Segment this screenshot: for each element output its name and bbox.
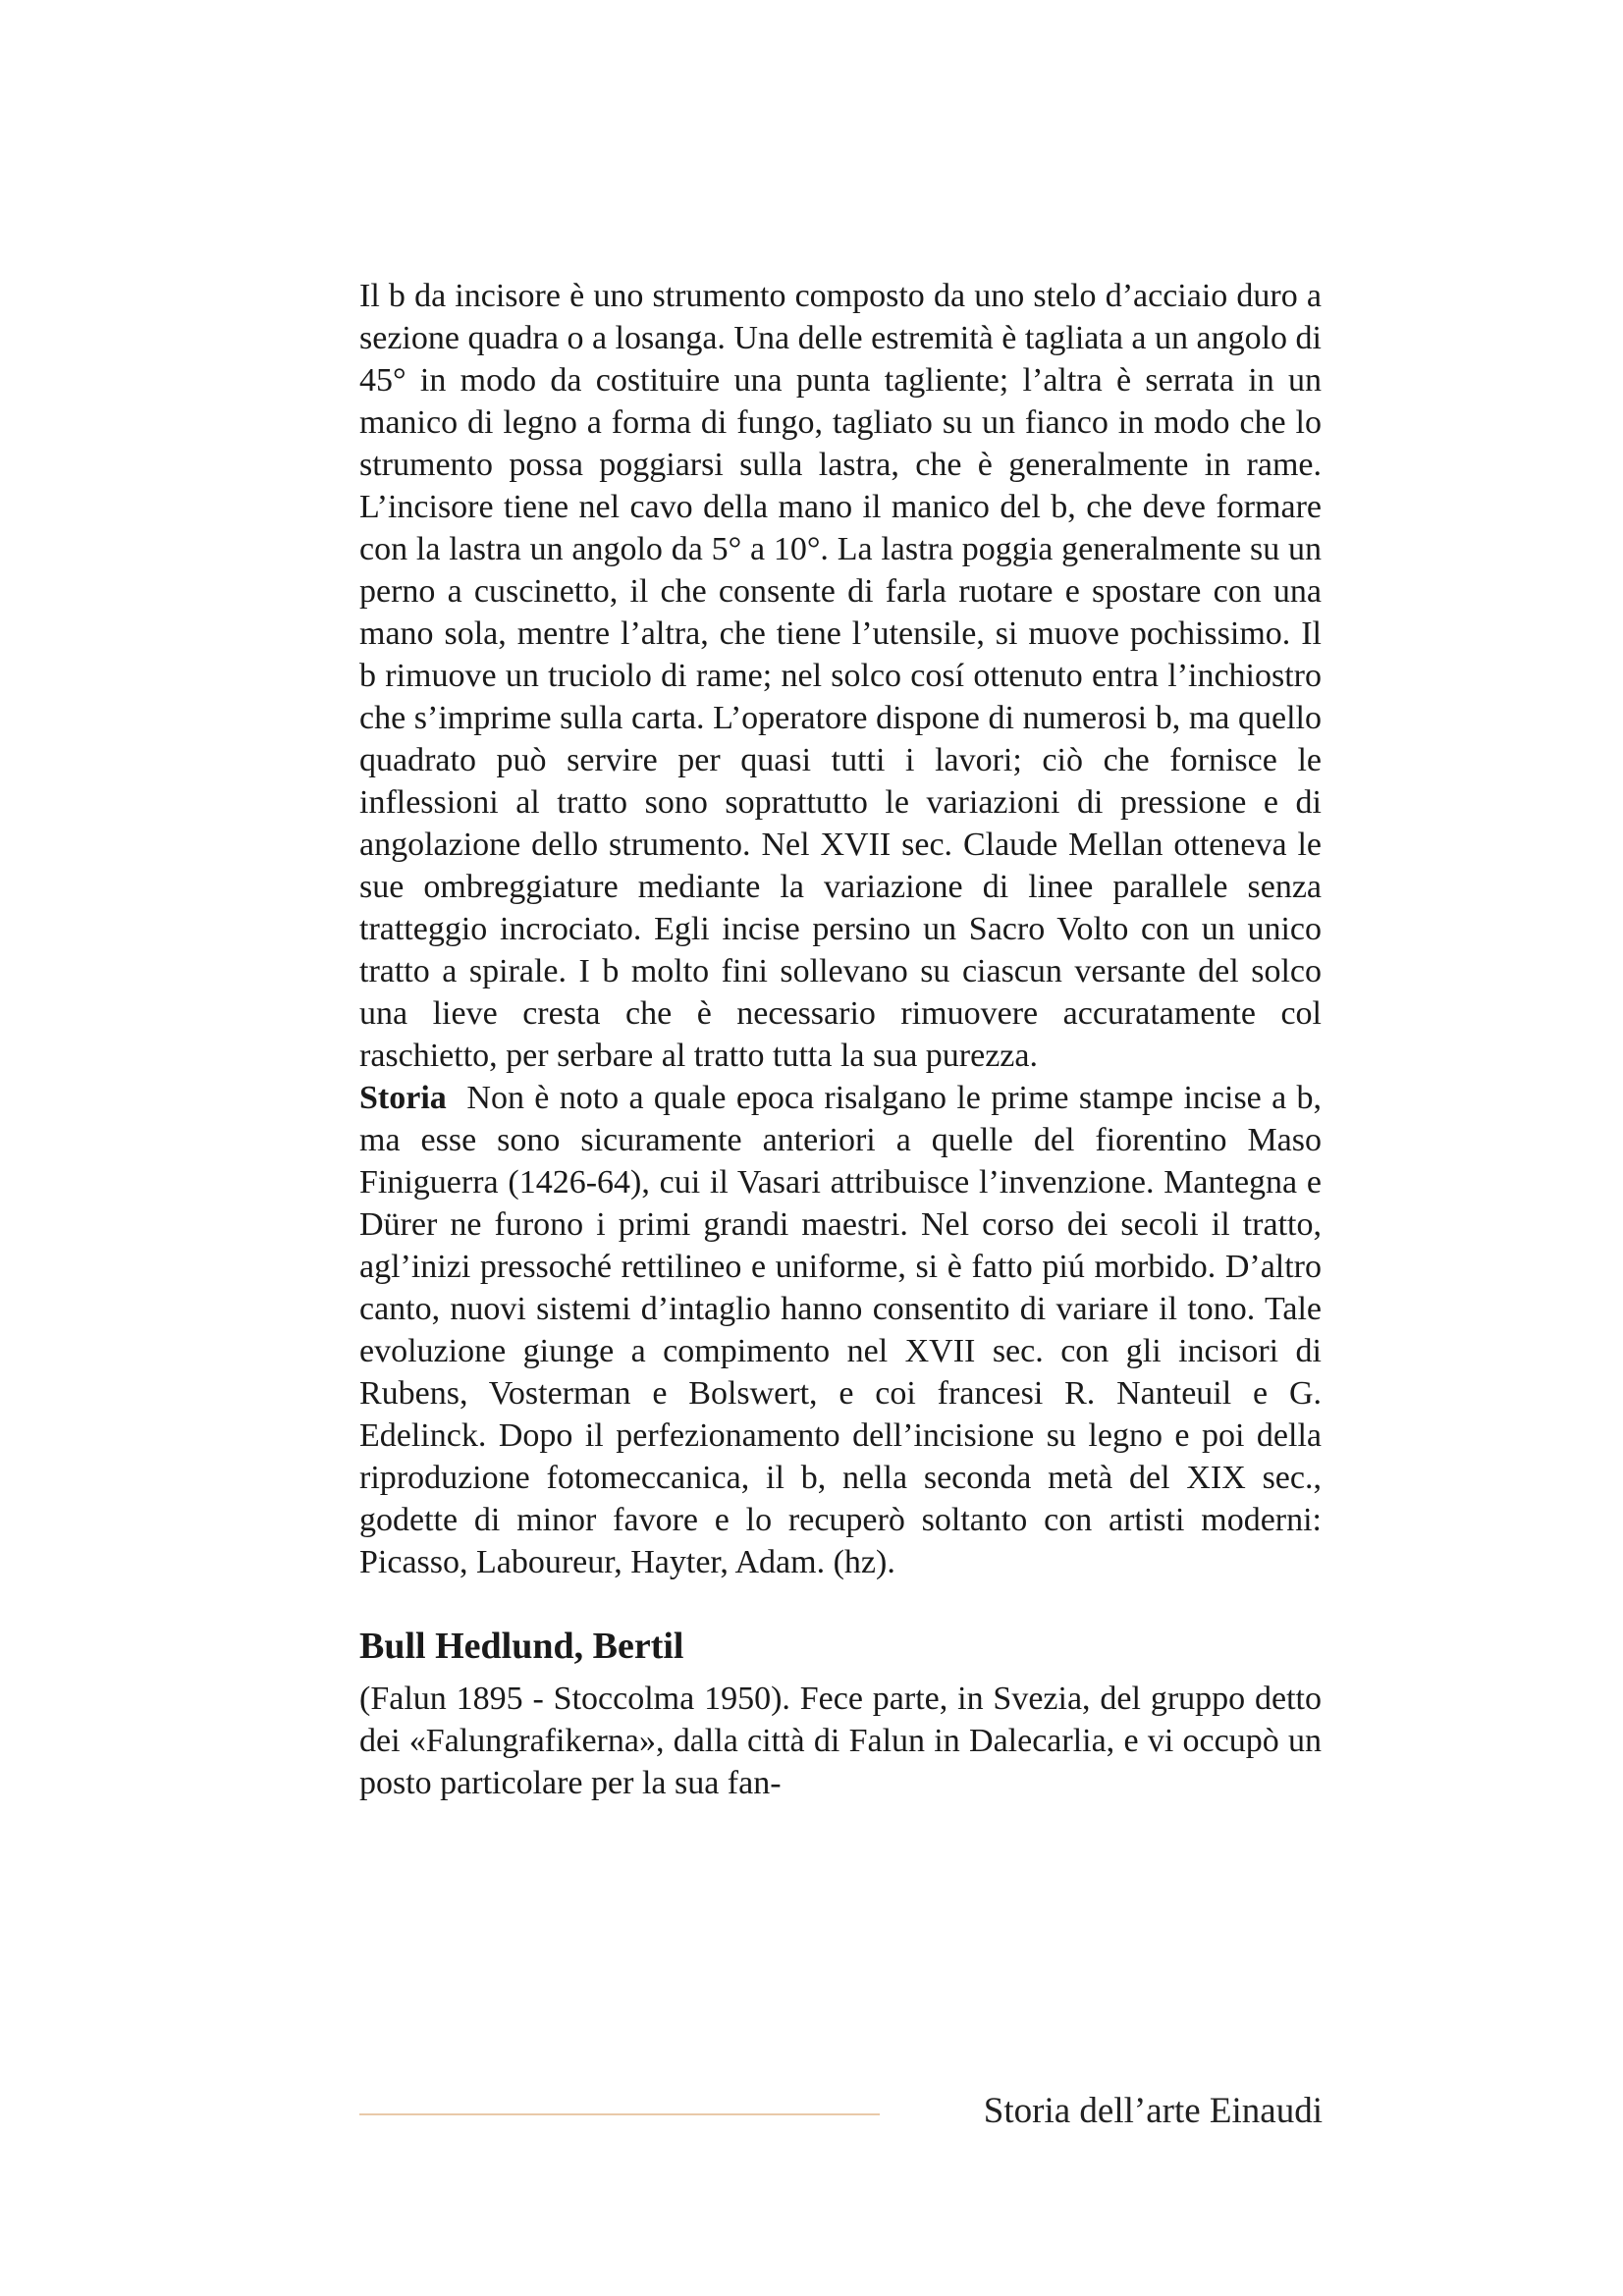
history-text: Non è noto a quale epoca risalgano le prime stampe incise a b, ma esse sono sicuramente anteriori a quelle del fiorentino Maso Finiguerra (1426-64), cui il Vasari attribuisce l’invenzione. Mantegna e Dürer ne furono i primi grandi maestri. Nel corso dei secoli il tratto, agl’inizi pressoché rettilineo e uniforme, si è fatto piú morbido. D’altro canto, nuovi sistemi d’intaglio hanno consentito di variare il tono. Tale evoluzione giunge a compimento nel XVII sec. con gli incisori di Rubens, Vosterman e Bolswert, e coi francesi R. Nanteuil e G. Edelinck. Dopo il perfezionamento dell’incisione su legno e poi della riproduzione fotomeccanica, il b, nella seconda metà del XIX sec., godette di minor favore e lo recuperò soltanto con artisti moderni: Picasso, Laboureur, Hayter, Adam. (hz). (359, 1080, 1322, 1580)
entry-paragraph: (Falun 1895 - Stoccolma 1950). Fece parte, in Svezia, del gruppo detto dei «Falungrafikerna», dalla città di Falun in Dalecarlia, e vi occupò un posto particolare per la sua fan- (359, 1681, 1322, 1801)
article-paragraph-technique: Il b da incisore è uno strumento composto da uno stelo d’acciaio duro a sezione quadra o a losanga. Una delle estremità è tagliata a un angolo di 45° in modo da costituire una punta tagliente; l’altra è serrata in un manico di legno a forma di fungo, tagliato su un fianco in modo che lo strumento possa poggiarsi sulla lastra, che è generalmente in rame. L’incisore tiene nel cavo della mano il manico del b, che deve formare con la lastra un angolo da 5° a 10°. La lastra poggia generalmente su un perno a cuscinetto, il che consente di farla ruotare e spostare con una mano sola, mentre l’altra, che tiene l’utensile, si muove pochissimo. Il b rimuove un truciolo di rame; nel solco cosí ottenuto entra l’inchiostro che s’imprime sulla carta. L’operatore dispone di numerosi b, ma quello quadrato può servire per quasi tutti i lavori; ciò che fornisce le inflessioni al tratto sono soprattutto le variazioni di pressione e di angolazione dello strumento. Nel XVII sec. Claude Mellan otteneva le sue ombreggiature mediante la variazione di linee parallele senza tratteggio incrociato. Egli incise persino un Sacro Volto con un unico tratto a spirale. I b molto fini sollevano su ciascun versante del solco una lieve cresta che è necessario rimuovere accuratamente col raschietto, per serbare al tratto tutta la sua purezza. (359, 278, 1322, 1074)
section-lead-storia: Storia (359, 1080, 447, 1116)
footer-rule (359, 2113, 880, 2115)
article-paragraph-history (359, 1077, 1322, 1583)
page-content (359, 275, 1322, 1804)
entry-heading: Bull Hedlund, Bertil (359, 1626, 684, 1667)
footer-title: Storia dell’arte Einaudi (983, 2091, 1323, 2131)
